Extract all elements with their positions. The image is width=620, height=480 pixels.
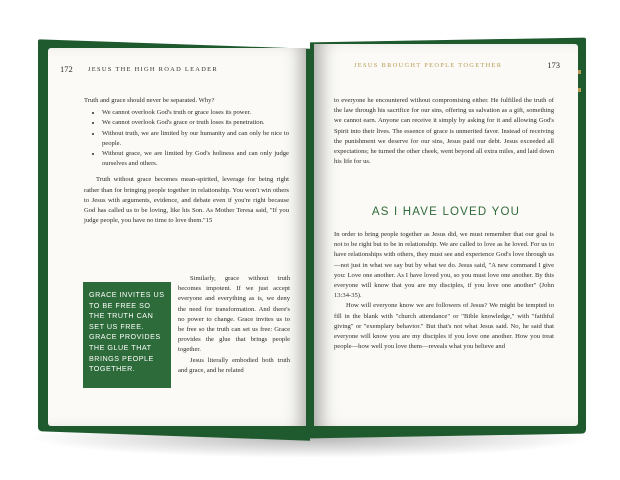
bullet-item: • We cannot overlook God's grace or truth loses its penetration.: [102, 118, 289, 128]
bullet-item: • Without grace, we are limited by God's holiness and can only judge ourselves and others.: [102, 149, 289, 169]
right-running-head: JESUS BROUGHT PEOPLE TOGETHER: [354, 62, 503, 69]
left-body-top: [84, 96, 289, 226]
right-body-top: [334, 96, 554, 167]
intro-line: Truth and grace should never be separated. Why?: [84, 97, 215, 104]
paragraph: In order to bring people together as Jesus did, we must remember that our goal is not to be right but to be in relationship. We are called to love as he loved. For us to have relationships with others, they must see and experience God's love through us—not just in what we say but by what we do. Jesus said, "A new command I give you: Love one another. As I have loved you, so you must love one another. By this everyone will know that you are my disciples, if you love one another" (John 13:34-35).: [334, 231, 554, 300]
left-page-number: 172: [60, 64, 73, 74]
paragraph: How will everyone know we are followers of Jesus? We might be tempted to fill in the blank with "church attendance" or "Bible knowledge," with "faithful giving" or "exemplary behavior." But that's not what Jesus said. No, he said that everyone will know you are my disciples if you love one another. How you treat people—how well you love them—reveals what you believe and: [334, 302, 554, 351]
right-page-number: 173: [547, 60, 560, 70]
paragraph: Truth without grace becomes mean-spirited, leverage for being right rather than for bringing people together in relationship. You won't win others to Jesus with arguments, evidence, and debate even if you're right because God has called us to be loving, like his Son. As Mother Teresa said, "If you judge people, you have no time to love them."15: [84, 176, 289, 225]
bullet-list: [84, 108, 289, 169]
paragraph: to everyone he encountered without compromising either. He fulfilled the truth of the law through his sacrifice for our sins, offering us salvation as a gift, something we cannot earn. Anyone can receive it simply by asking for it and allowing God's Spirit into their lives. The essence of grace is unmerited favor. Instead of receiving the punishment we deserve for our sins, Jesus paid our debt. Jesus exceeded all expectations; he turned the other cheek, went beyond all extra miles, and laid down his life for us.: [334, 97, 554, 166]
left-body-bottom: [178, 274, 290, 376]
spine-gold-mark: [578, 88, 581, 92]
paragraph: Similarly, grace without truth becomes impotent. If we just accept everyone and everything as is, we deny the need for transformation. And there's no power to change. Grace invites us to be free so the truth can set us free: Grace provides the glue that brings people together.: [178, 275, 290, 354]
bullet-item: • We cannot overlook God's truth or grace loses its power.: [102, 108, 289, 118]
spine-gold-mark: [578, 70, 581, 74]
left-page: [48, 48, 306, 426]
left-running-head: JESUS THE HIGH ROAD LEADER: [88, 66, 218, 73]
paragraph: Jesus literally embodied both truth and grace, and he related: [178, 356, 290, 374]
bullet-item: • Without truth, we are limited by our humanity and can only be nice to people.: [102, 129, 289, 149]
section-heading: AS I HAVE LOVED YOU: [371, 206, 521, 218]
right-page: [314, 44, 578, 426]
right-body-bottom: [334, 230, 554, 352]
pull-quote: GRACE INVITES US TO BE FREE SO THE TRUTH CAN SET US FREE. GRACE PROVIDES THE GLUE THAT BRINGS PEOPLE TOGETHER.: [83, 282, 171, 388]
